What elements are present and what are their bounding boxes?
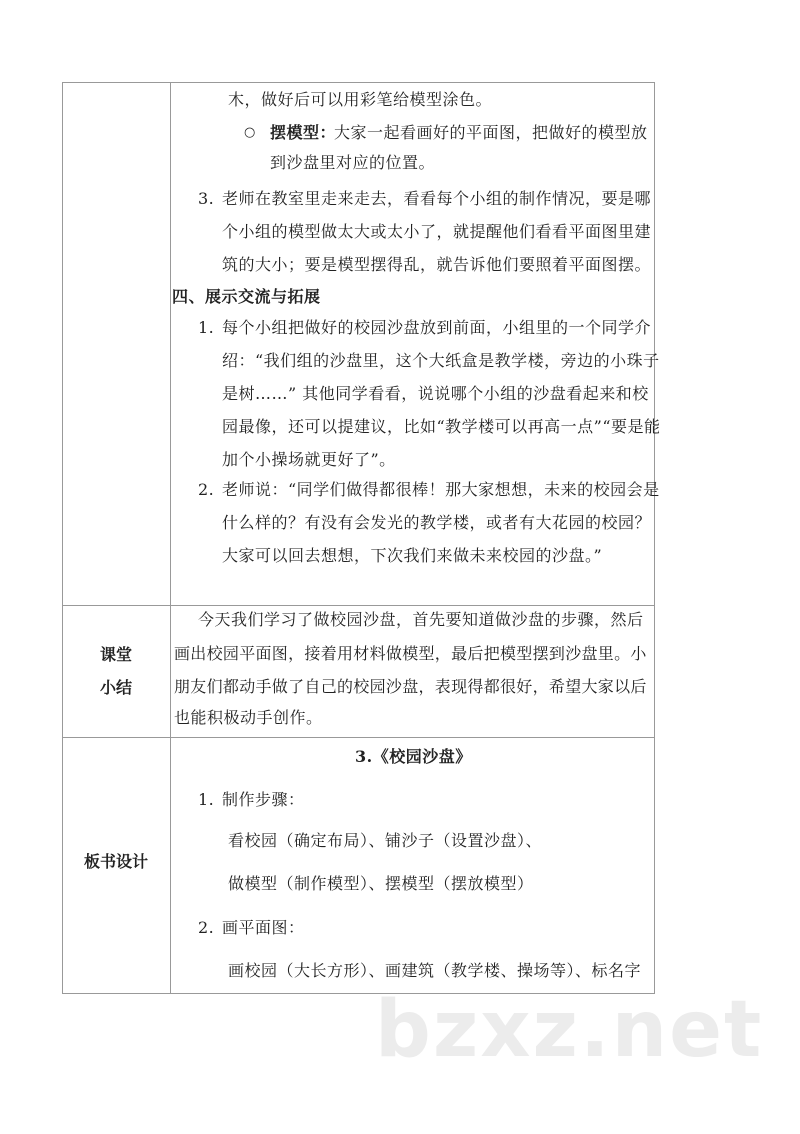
text-line: 老师说：“同学们做得都很棒！那大家想想，未来的校园会是 xyxy=(222,480,660,499)
text-line: 什么样的？有没有会发光的教学楼，或者有大花园的校园？ xyxy=(222,513,652,532)
summary-label-line1: 课堂 xyxy=(99,645,132,664)
section-heading: 四、展示交流与拓展 xyxy=(172,287,321,306)
list-number: 3. xyxy=(198,189,215,208)
table-border-right xyxy=(654,82,655,994)
text-line: 也能积极动手创作。 xyxy=(174,708,323,727)
text-line: 园最像，还可以提建议，比如“教学楼可以再高一点”“要是能 xyxy=(222,417,661,436)
text-line: 朋友们都动手做了自己的校园沙盘，表现得都很好，希望大家以后 xyxy=(174,677,647,696)
watermark: bzxz.net xyxy=(375,985,764,1075)
summary-label-line2: 小结 xyxy=(99,678,132,697)
text-line: 加个小操场就更好了”。 xyxy=(222,450,396,469)
column-divider xyxy=(170,82,171,994)
text-line: 绍：“我们组的沙盘里，这个大纸盒是教学楼，旁边的小珠子 xyxy=(222,351,660,370)
text-line: 木，做好后可以用彩笔给模型涂色。 xyxy=(228,90,493,109)
text-line: 筑的大小；要是模型摆得乱，就告诉他们要照着平面图摆。 xyxy=(222,255,652,274)
table-border-top xyxy=(62,82,655,83)
text-line: 老师在教室里走来走去，看看每个小组的制作情况，要是哪 xyxy=(222,189,652,208)
bullet-circle-icon: ○ xyxy=(244,125,256,140)
board-design-label: 板书设计 xyxy=(83,852,148,871)
text-line: 制作步骤： xyxy=(222,790,305,809)
list-number: 1. xyxy=(198,790,215,809)
text-line: 个小组的模型做太大或太小了，就提醒他们看看平面图里建 xyxy=(222,222,652,241)
text-line: 大家可以回去想想，下次我们来做未来校园的沙盘。” xyxy=(222,546,603,565)
row-divider xyxy=(62,737,655,738)
text-line: 大家一起看画好的平面图，把做好的模型放 xyxy=(334,123,648,142)
bullet-term: 摆模型： xyxy=(270,123,337,142)
text-line: 是树……” 其他同学看看，说说哪个小组的沙盘看起来和校 xyxy=(222,384,649,403)
text-line: 每个小组把做好的校园沙盘放到前面，小组里的一个同学介 xyxy=(222,318,652,337)
list-number: 2. xyxy=(198,918,215,937)
text-line: 画出校园平面图，接着用材料做模型，最后把模型摆到沙盘里。小 xyxy=(174,644,647,663)
text-line: 画校园（大长方形）、画建筑（教学楼、操场等）、标名字 xyxy=(228,961,642,980)
text-line: 到沙盘里对应的位置。 xyxy=(270,153,436,172)
text-line: 今天我们学习了做校园沙盘，首先要知道做沙盘的步骤，然后 xyxy=(198,610,644,629)
board-title: 3.《校园沙盘》 xyxy=(355,747,472,766)
text-line: 做模型（制作模型）、摆模型（摆放模型） xyxy=(228,874,534,893)
list-number: 2. xyxy=(198,480,215,499)
row-divider xyxy=(62,605,655,606)
list-number: 1. xyxy=(198,318,215,337)
text-line: 画平面图： xyxy=(222,918,305,937)
text-line: 看校园（确定布局）、铺沙子（设置沙盘）、 xyxy=(228,831,543,850)
